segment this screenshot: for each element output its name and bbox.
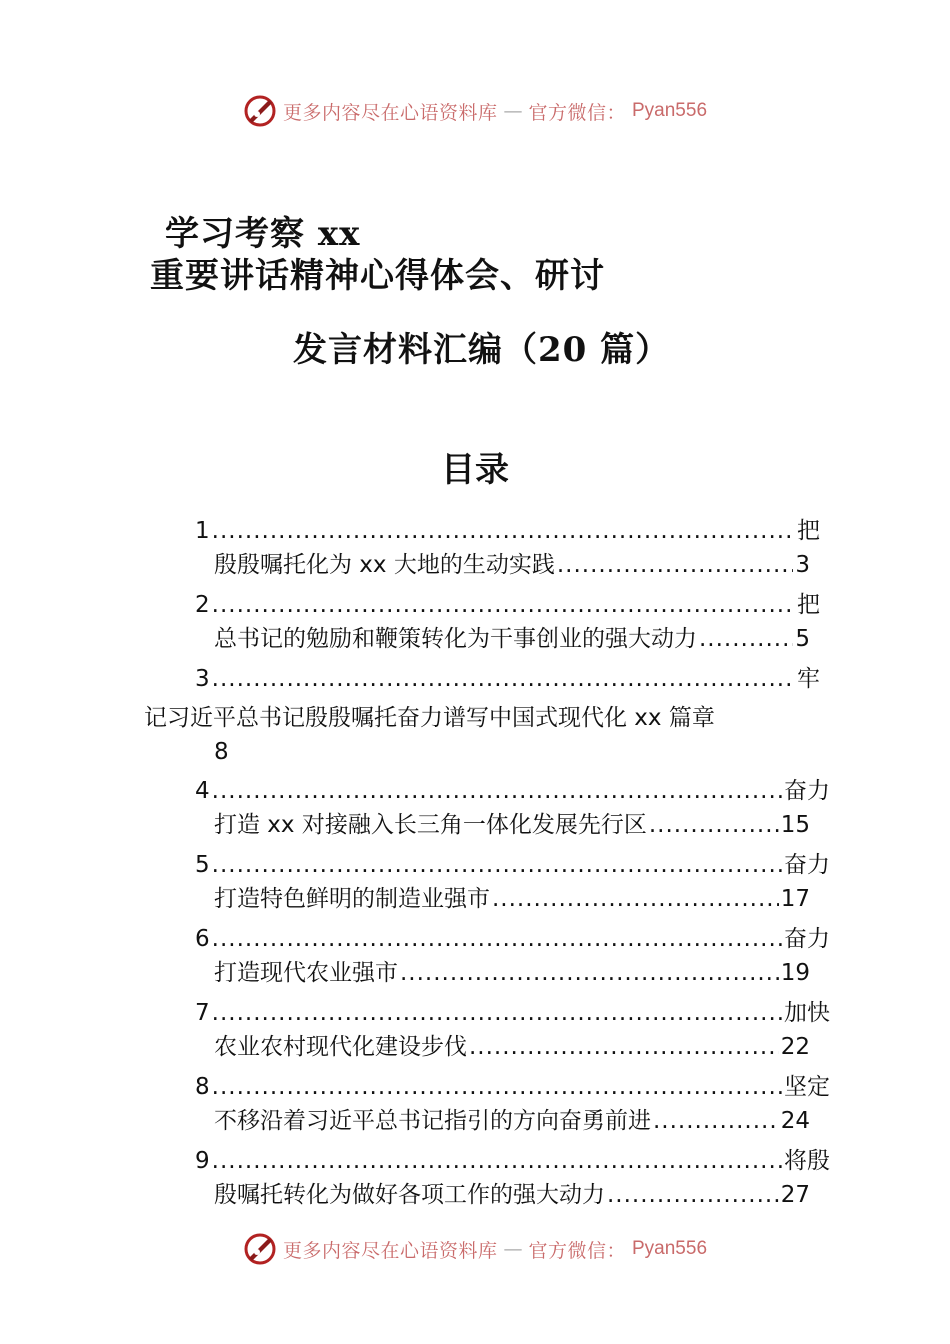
watermark-separator: — bbox=[503, 1238, 523, 1260]
watermark-wechat-label: 官方微信： bbox=[528, 1239, 626, 1262]
toc-entry-page: 15 bbox=[780, 812, 810, 838]
toc-entry-title: 殷嘱托转化为做好各项工作的强大动力 bbox=[214, 1182, 605, 1208]
toc-entry-1-line-2[interactable] bbox=[214, 548, 810, 582]
leader-dots bbox=[212, 848, 782, 882]
toc-entry-7-line-1[interactable] bbox=[195, 996, 830, 1030]
leader-dots bbox=[212, 774, 782, 808]
watermark-wechat-id: Pyan556 bbox=[632, 1238, 708, 1259]
leader-dots bbox=[212, 996, 782, 1030]
toc-entry-number: 4 bbox=[195, 778, 210, 804]
toc-entry-lead: 奋力 bbox=[784, 852, 830, 878]
toc-entry-2-line-1[interactable] bbox=[195, 588, 820, 622]
leader-dots bbox=[492, 882, 779, 916]
toc-entry-number: 2 bbox=[195, 592, 210, 618]
leader-dots bbox=[607, 1178, 779, 1212]
toc-entry-7-line-2[interactable] bbox=[214, 1030, 810, 1064]
toc-entry-page: 22 bbox=[780, 1034, 810, 1060]
watermark-header bbox=[0, 94, 950, 128]
leader-dots bbox=[212, 1070, 782, 1104]
leader-dots bbox=[212, 922, 782, 956]
leader-dots bbox=[212, 1144, 782, 1178]
toc-entry-number: 6 bbox=[195, 926, 210, 952]
toc-entry-8-line-1[interactable] bbox=[195, 1070, 830, 1104]
toc-entry-lead: 奋力 bbox=[784, 778, 830, 804]
watermark-wechat-label: 官方微信： bbox=[528, 101, 626, 124]
toc-entry-number: 9 bbox=[195, 1148, 210, 1174]
toc-entry-page: 24 bbox=[780, 1108, 810, 1134]
leader-dots bbox=[653, 1104, 779, 1138]
watermark-text: 更多内容尽在心语资料库 bbox=[282, 1239, 498, 1262]
toc-entry-title: 总书记的勉励和鞭策转化为干事创业的强大动力 bbox=[214, 626, 697, 652]
leader-dots bbox=[649, 808, 779, 842]
toc-entry-number: 8 bbox=[195, 1074, 210, 1100]
leader-dots bbox=[699, 622, 793, 656]
toc-entry-page: 17 bbox=[780, 886, 810, 912]
toc-entry-2-line-2[interactable] bbox=[214, 622, 810, 656]
toc-heading: 目录 bbox=[441, 450, 509, 490]
toc-entry-lead: 将殷 bbox=[784, 1148, 830, 1174]
leader-dots bbox=[469, 1030, 779, 1064]
toc-entry-8-line-2[interactable] bbox=[214, 1104, 810, 1138]
toc-entry-3-page: 8 bbox=[214, 739, 229, 765]
title-line-2: 重要讲话精神心得体会、研讨 bbox=[150, 256, 605, 296]
leader-dots bbox=[212, 514, 795, 548]
toc-entry-6-line-2[interactable] bbox=[214, 956, 810, 990]
toc-entry-9-line-2[interactable] bbox=[214, 1178, 810, 1212]
toc-entry-title: 打造特色鲜明的制造业强市 bbox=[214, 886, 490, 912]
leader-dots bbox=[212, 662, 795, 696]
toc-entry-3-title[interactable]: 记习近平总书记殷殷嘱托奋力谱写中国式现代化 xx 篇章 bbox=[144, 705, 715, 731]
toc-entry-number: 1 bbox=[195, 518, 210, 544]
toc-entry-lead: 牢 bbox=[797, 666, 820, 692]
toc-entry-title: 打造 xx 对接融入长三角一体化发展先行区 bbox=[214, 812, 647, 838]
toc-entry-6-line-1[interactable] bbox=[195, 922, 830, 956]
toc-entry-lead: 加快 bbox=[784, 1000, 830, 1026]
watermark-separator: — bbox=[503, 100, 523, 122]
toc-entry-page: 5 bbox=[795, 626, 810, 652]
toc-entry-9-line-1[interactable] bbox=[195, 1144, 830, 1178]
title-line-3: 发言材料汇编（20 篇） bbox=[293, 330, 671, 370]
toc-entry-page: 3 bbox=[795, 552, 810, 578]
toc-entry-lead: 把 bbox=[797, 592, 820, 618]
toc-entry-lead: 坚定 bbox=[784, 1074, 830, 1100]
title-line-1: 学习考察 xx bbox=[165, 214, 361, 254]
toc-entry-title: 农业农村现代化建设步伐 bbox=[214, 1034, 467, 1060]
watermark-footer bbox=[0, 1232, 950, 1266]
toc-entry-number: 7 bbox=[195, 1000, 210, 1026]
watermark-text: 更多内容尽在心语资料库 bbox=[282, 101, 498, 124]
watermark-wechat-id: Pyan556 bbox=[632, 100, 708, 121]
toc-entry-3-line-1[interactable] bbox=[195, 662, 820, 696]
toc-entry-4-line-1[interactable] bbox=[195, 774, 830, 808]
toc-entry-5-line-1[interactable] bbox=[195, 848, 830, 882]
toc-entry-page: 27 bbox=[780, 1182, 810, 1208]
leader-dots bbox=[557, 548, 794, 582]
toc-entry-title: 殷殷嘱托化为 xx 大地的生动实践 bbox=[214, 552, 555, 578]
toc-entry-5-line-2[interactable] bbox=[214, 882, 810, 916]
toc-entry-number: 5 bbox=[195, 852, 210, 878]
toc-entry-lead: 把 bbox=[797, 518, 820, 544]
toc-entry-1-line-1[interactable] bbox=[195, 514, 820, 548]
leader-dots bbox=[400, 956, 779, 990]
toc-entry-number: 3 bbox=[195, 666, 210, 692]
toc-entry-title: 打造现代农业强市 bbox=[214, 960, 398, 986]
toc-entry-4-line-2[interactable] bbox=[214, 808, 810, 842]
toc-entry-lead: 奋力 bbox=[784, 926, 830, 952]
toc-entry-title: 不移沿着习近平总书记指引的方向奋勇前进 bbox=[214, 1108, 651, 1134]
pen-logo-icon bbox=[243, 1232, 277, 1266]
toc-entry-page: 19 bbox=[780, 960, 810, 986]
pen-logo-icon bbox=[243, 94, 277, 128]
leader-dots bbox=[212, 588, 795, 622]
